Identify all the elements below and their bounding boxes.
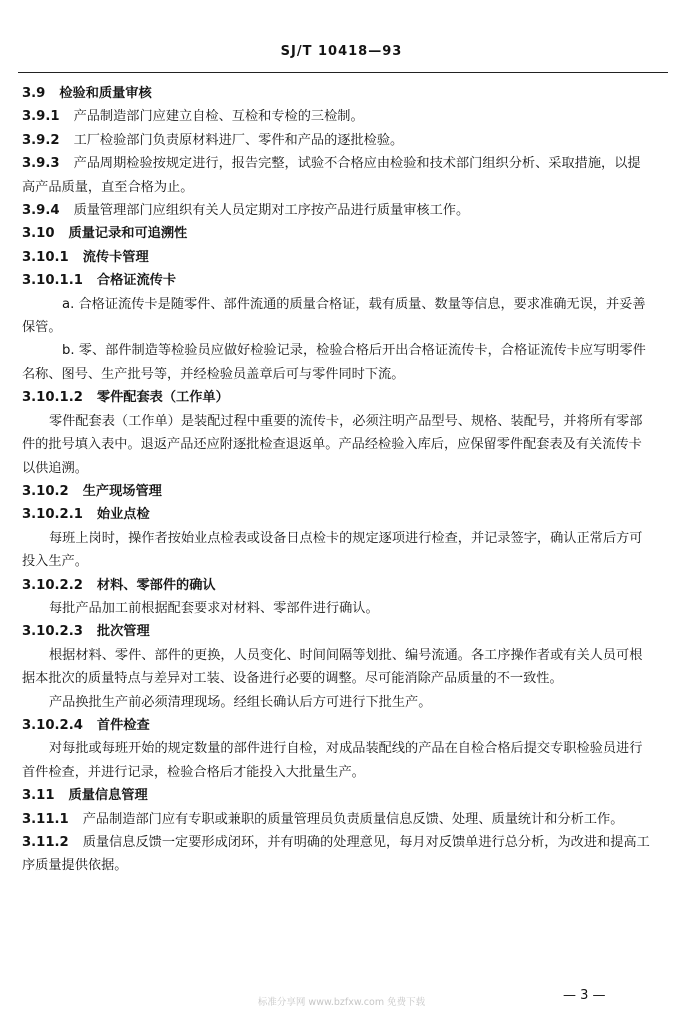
clause-heading: 批次管理 [96, 624, 150, 640]
standard-number-header: SJ/T 10418—93 [280, 44, 403, 59]
clause-text: b. 零、部件制造等检验员应做好检验记录，检验合格后开出合格证流传卡，合格证流传卡应写明零件名称、图号、生产批号等，并经检验员盖章后可与零件同时下流。 [22, 343, 646, 382]
clause-3-10-2-2 [22, 574, 652, 597]
clause-heading: 检验和质量审核 [59, 86, 152, 101]
clause-text: 零件配套表（工作单）是装配过程中重要的流传卡，必须注明产品型号、规格、装配号，并将所有零部件的批号填入表中。退返产品还应附逐批检查退返单。产品经检验入库后，应保留零件配套表及有关流传卡以供追溯。 [22, 413, 643, 476]
clause-number: 3.10.2.1 [22, 507, 83, 523]
clause-number: 3.10.2.2 [22, 577, 83, 593]
clause-text: 每班上岗时，操作者按始业点检表或设备日点检卡的规定逐项进行检查，并记录签字，确认正常后方可投入生产。 [22, 530, 643, 570]
clause-3-9-3 [22, 152, 652, 199]
clause-text: 产品换批生产前必须清理现场。经组长确认后方可进行下批生产。 [49, 694, 432, 710]
clause-number: 3.10.2.4 [22, 717, 83, 733]
clause-text: 产品制造部门应建立自检、互检和专检的三检制。 [73, 109, 364, 125]
clause-3-10-2-4 [22, 714, 652, 737]
clause-number: 3.11.1 [22, 811, 69, 827]
clause-text: 工厂检验部门负责原材料进厂、零件和产品的逐批检验。 [73, 132, 404, 148]
clause-3-9-1 [22, 105, 652, 128]
clause-3-10-1-1 [22, 269, 652, 292]
clause-text: 产品制造部门应有专职或兼职的质量管理员负责质量信息反馈、处理、质量统计和分析工作。 [82, 811, 624, 827]
clause-text: 产品周期检验按规定进行，报告完整，试验不合格应由检验和技术部门组织分析、采取措施，以提高产品质量，直至合格为止。 [22, 156, 641, 195]
clause-heading: 生产现场管理 [82, 483, 162, 499]
clause-text: 质量管理部门应组织有关人员定期对工序按产品进行质量审核工作。 [73, 203, 470, 219]
clause-3-10 [22, 222, 652, 245]
clause-number: 3.9.3 [22, 156, 60, 172]
paragraph [22, 339, 652, 386]
clause-text: 根据材料、零件、部件的更换，人员变化、时间间隔等划批、编号流通。各工序操作者或有关人员可根据本批次的质量特点与差异对工装、设备进行必要的调整。尽可能消除产品质量的不一致性。 [22, 647, 643, 687]
clause-3-10-2 [22, 480, 652, 503]
paragraph [22, 597, 652, 620]
clause-number: 3.9 [22, 86, 46, 101]
clause-number: 3.9.4 [22, 203, 60, 219]
paragraph [22, 644, 652, 691]
clause-heading: 首件检查 [96, 717, 150, 733]
clause-3-11 [22, 784, 652, 807]
clause-heading: 流传卡管理 [82, 249, 149, 265]
clause-text: 质量信息反馈一定要形成闭环，并有明确的处理意见，每月对反馈单进行总分析，为改进和提高工序质量提供依据。 [22, 835, 650, 874]
clause-heading: 质量记录和可追溯性 [68, 226, 188, 242]
clause-text: 对每批或每班开始的规定数量的部件进行自检，对成品装配线的产品在自检合格后提交专职检验员进行首件检查，并进行记录，检验合格后才能投入大批量生产。 [22, 741, 643, 780]
clause-heading: 始业点检 [96, 507, 150, 523]
clause-number: 3.10.2 [22, 483, 69, 499]
clause-heading: 材料、零部件的确认 [96, 577, 216, 593]
clause-number: 3.9.1 [22, 109, 60, 125]
page-number: — 3 — [563, 988, 606, 1003]
paragraph [22, 527, 652, 574]
clause-heading: 质量信息管理 [68, 788, 148, 804]
clause-number: 3.11 [22, 788, 55, 804]
clause-number: 3.10.2.3 [22, 624, 83, 640]
clause-3-10-1 [22, 246, 652, 269]
header-rule [18, 72, 668, 73]
clause-3-9-2 [22, 129, 652, 152]
paragraph [22, 410, 652, 480]
clause-3-9 [22, 82, 652, 105]
document-body [22, 82, 652, 878]
clause-number: 3.11.2 [22, 835, 69, 850]
clause-text: a. 合格证流传卡是随零件、部件流通的质量合格证，载有质量、数量等信息，要求准确无误，并妥善保管。 [22, 296, 646, 336]
clause-3-10-1-2 [22, 386, 652, 409]
watermark-text: 标准分享网 www.bzfxw.com 免费下载 [257, 997, 426, 1008]
paragraph [22, 691, 652, 714]
paragraph [22, 293, 652, 340]
clause-3-10-2-1 [22, 503, 652, 526]
clause-heading: 零件配套表（工作单） [96, 390, 229, 406]
clause-number: 3.9.2 [22, 132, 60, 148]
clause-3-11-1 [22, 808, 652, 831]
clause-text: 每批产品加工前根据配套要求对材料、零部件进行确认。 [49, 600, 379, 616]
clause-number: 3.10.1.2 [22, 390, 83, 406]
clause-number: 3.10 [22, 226, 55, 242]
clause-number: 3.10.1 [22, 249, 69, 265]
clause-3-11-2 [22, 831, 652, 878]
clause-3-9-4 [22, 199, 652, 222]
clause-heading: 合格证流传卡 [96, 273, 177, 289]
clause-number: 3.10.1.1 [22, 273, 83, 289]
clause-3-10-2-3 [22, 620, 652, 643]
paragraph [22, 737, 652, 784]
